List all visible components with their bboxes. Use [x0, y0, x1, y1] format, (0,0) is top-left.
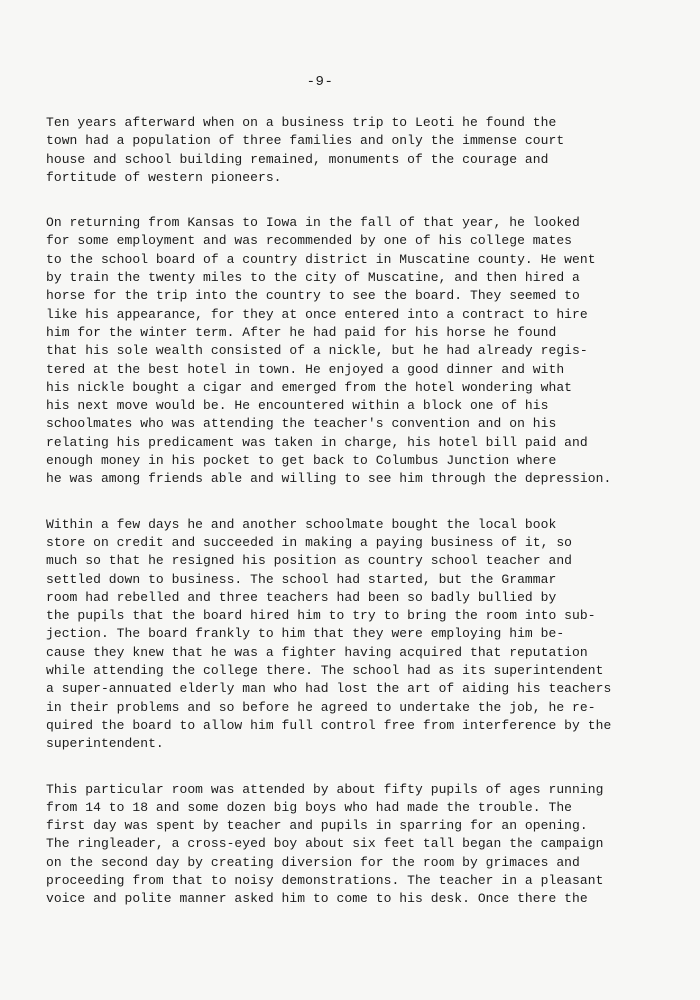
text-line: him for the winter term. After he had paid for his horse he found — [46, 324, 557, 340]
body-text — [46, 114, 676, 936]
text-line: enough money in his pocket to get back to Columbus Junction where — [46, 453, 557, 469]
text-line: fortitude of western pioneers. — [46, 169, 282, 185]
text-line: This particular room was attended by about fifty pupils of ages running — [46, 781, 604, 797]
text-line: quired the board to allow him full control free from interference by the — [46, 717, 612, 733]
text-line: tered at the best hotel in town. He enjoyed a good dinner and with — [46, 361, 565, 377]
text-line: to the school board of a country district in Muscatine county. He went — [46, 251, 596, 267]
text-line: Within a few days he and another schoolmate bought the local book — [46, 516, 557, 532]
text-line: on the second day by creating diversion for the room by grimaces and — [46, 854, 580, 870]
text-line: by train the twenty miles to the city of Muscatine, and then hired a — [46, 270, 580, 286]
text-line: he was among friends able and willing to see him through the depression. — [46, 471, 612, 487]
text-line: while attending the college there. The school had as its superintendent — [46, 663, 604, 679]
text-line: The ringleader, a cross-eyed boy about six feet tall began the campaign — [46, 836, 604, 852]
text-line: settled down to business. The school had started, but the Grammar — [46, 571, 557, 587]
text-line: relating his predicament was taken in charge, his hotel bill paid and — [46, 434, 588, 450]
text-line: voice and polite manner asked him to come to his desk. Once there the — [46, 891, 588, 907]
paragraph-2 — [46, 214, 676, 488]
text-line: horse for the trip into the country to see the board. They seemed to — [46, 288, 580, 304]
paragraph-3 — [46, 516, 676, 754]
text-line: town had a population of three families and only the immense court — [46, 133, 565, 149]
page-number: -9- — [306, 74, 334, 90]
text-line: store on credit and succeeded in making a paying business of it, so — [46, 534, 573, 550]
text-line: for some employment and was recommended by one of his college mates — [46, 233, 573, 249]
text-line: On returning from Kansas to Iowa in the fall of that year, he looked — [46, 215, 580, 231]
text-line: Ten years afterward when on a business trip to Leoti he found the — [46, 115, 557, 130]
text-line: his nickle bought a cigar and emerged from the hotel wondering what — [46, 379, 573, 395]
text-line: a super-annuated elderly man who had lost the art of aiding his teachers — [46, 681, 612, 697]
text-line: schoolmates who was attending the teacher's convention and on his — [46, 416, 557, 432]
text-line: room had rebelled and three teachers had been so badly bullied by — [46, 589, 557, 605]
text-line: much so that he resigned his position as country school teacher and — [46, 553, 573, 569]
text-line: his next move would be. He encountered within a block one of his — [46, 398, 549, 414]
text-line: the pupils that the board hired him to try to bring the room into sub- — [46, 608, 596, 624]
paragraph-1 — [46, 114, 676, 187]
text-line: that his sole wealth consisted of a nickle, but he had already regis- — [46, 343, 588, 359]
text-line: from 14 to 18 and some dozen big boys who had made the trouble. The — [46, 799, 573, 815]
text-line: proceeding from that to noisy demonstrations. The teacher in a pleasant — [46, 872, 604, 888]
text-line: like his appearance, for they at once entered into a contract to hire — [46, 306, 588, 322]
text-line: superintendent. — [46, 736, 164, 752]
text-line: jection. The board frankly to him that they were employing him be- — [46, 626, 565, 642]
text-line: cause they knew that he was a fighter having acquired that reputation — [46, 644, 588, 660]
text-line: first day was spent by teacher and pupils in sparring for an opening. — [46, 818, 588, 834]
text-line: in their problems and so before he agreed to undertake the job, he re- — [46, 699, 596, 715]
text-line: house and school building remained, monuments of the courage and — [46, 151, 549, 167]
paragraph-4 — [46, 781, 676, 909]
